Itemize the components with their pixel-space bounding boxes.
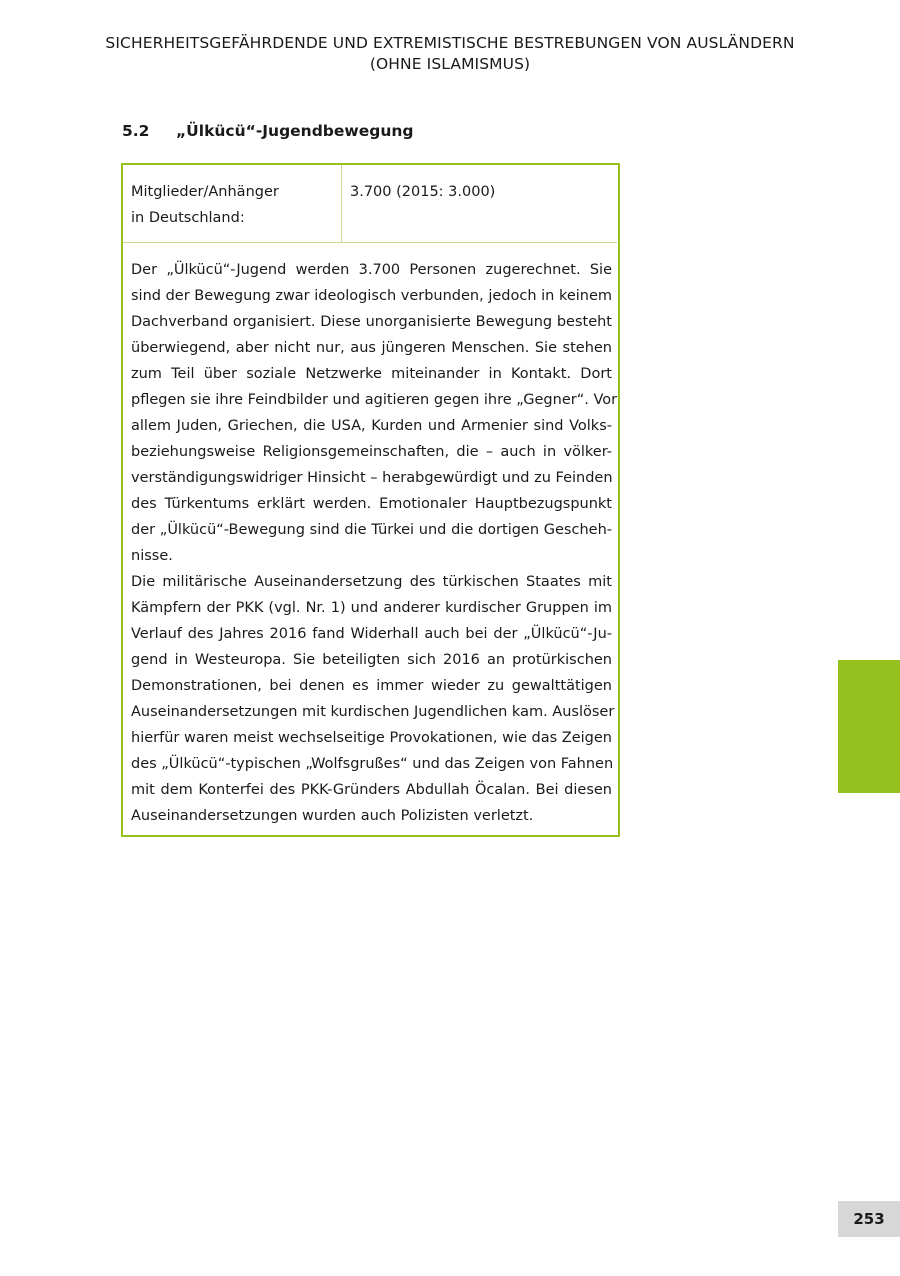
- body-line: der „Ülkücü“-Bewegung sind die Türkei und die dortigen Gescheh-: [131, 522, 612, 538]
- section-heading: [122, 121, 414, 141]
- running-header-line-2: (OHNE ISLAMISMUS): [369, 55, 531, 73]
- members-value: 3.700 (2015: 3.000): [350, 184, 496, 200]
- page-number: 253: [838, 1201, 900, 1237]
- body-line: sind der Bewegung zwar ideologisch verbunden, jedoch in keinem: [131, 288, 613, 304]
- members-label: [131, 179, 336, 231]
- body-line: des Türkentums erklärt werden. Emotionaler Hauptbezugspunkt: [131, 496, 612, 512]
- body-line: allem Juden, Griechen, die USA, Kurden und Armenier sind Volks-: [131, 418, 612, 434]
- body-line: zum Teil über soziale Netzwerke miteinander in Kontakt. Dort: [131, 366, 612, 382]
- body-line: Verlauf des Jahres 2016 fand Widerhall auch bei der „Ülkücü“-Ju-: [131, 626, 612, 642]
- body-line: mit dem Konterfei des PKK-Gründers Abdullah Öcalan. Bei diesen: [131, 782, 612, 798]
- body-line: nisse.: [131, 548, 173, 564]
- body-line: hierfür waren meist wechselseitige Provokationen, wie das Zeigen: [131, 730, 612, 746]
- members-label-line-1: Mitglieder/Anhänger: [131, 184, 279, 200]
- body-line: beziehungsweise Religionsgemeinschaften, die – auch in völker-: [131, 444, 612, 460]
- info-box-body-text: [131, 257, 618, 829]
- body-line: Die militärische Auseinandersetzung des türkischen Staates mit: [131, 574, 612, 590]
- body-line: des „Ülkücü“-typischen „Wolfsgrußes“ und das Zeigen von Fahnen: [131, 756, 614, 772]
- body-line: verständigungswidriger Hinsicht – herabgewürdigt und zu Feinden: [131, 470, 613, 486]
- info-box-stats-row: [123, 165, 617, 243]
- body-line: pflegen sie ihre Feindbilder und agitieren gegen ihre „Gegner“. Vor: [131, 392, 618, 408]
- body-line: Auseinandersetzungen wurden auch Polizisten verletzt.: [131, 808, 534, 824]
- section-title: „Ülkücü“-Jugendbewegung: [176, 122, 414, 140]
- body-line: gend in Westeuropa. Sie beteiligten sich 2016 an protürkischen: [131, 652, 612, 668]
- section-number: 5.2: [122, 122, 150, 140]
- running-header: [0, 33, 900, 75]
- chapter-side-tab: [838, 660, 900, 793]
- body-line: überwiegend, aber nicht nur, aus jüngeren Menschen. Sie stehen: [131, 340, 612, 356]
- body-line: Der „Ülkücü“-Jugend werden 3.700 Personen zugerechnet. Sie: [131, 262, 612, 278]
- body-line: Dachverband organisiert. Diese unorganisierte Bewegung besteht: [131, 314, 612, 330]
- info-box: [121, 163, 620, 837]
- running-header-line-1: SICHERHEITSGEFÄHRDENDE UND EXTREMISTISCHE BESTREBUNGEN VON AUSLÄNDERN: [105, 34, 795, 52]
- members-label-line-2: in Deutschland:: [131, 210, 245, 226]
- body-line: Auseinandersetzungen mit kurdischen Jugendlichen kam. Auslöser: [131, 704, 615, 720]
- body-line: Kämpfern der PKK (vgl. Nr. 1) und anderer kurdischer Gruppen im: [131, 600, 612, 616]
- cell-divider: [341, 165, 342, 242]
- body-line: Demonstrationen, bei denen es immer wieder zu gewalttätigen: [131, 678, 612, 694]
